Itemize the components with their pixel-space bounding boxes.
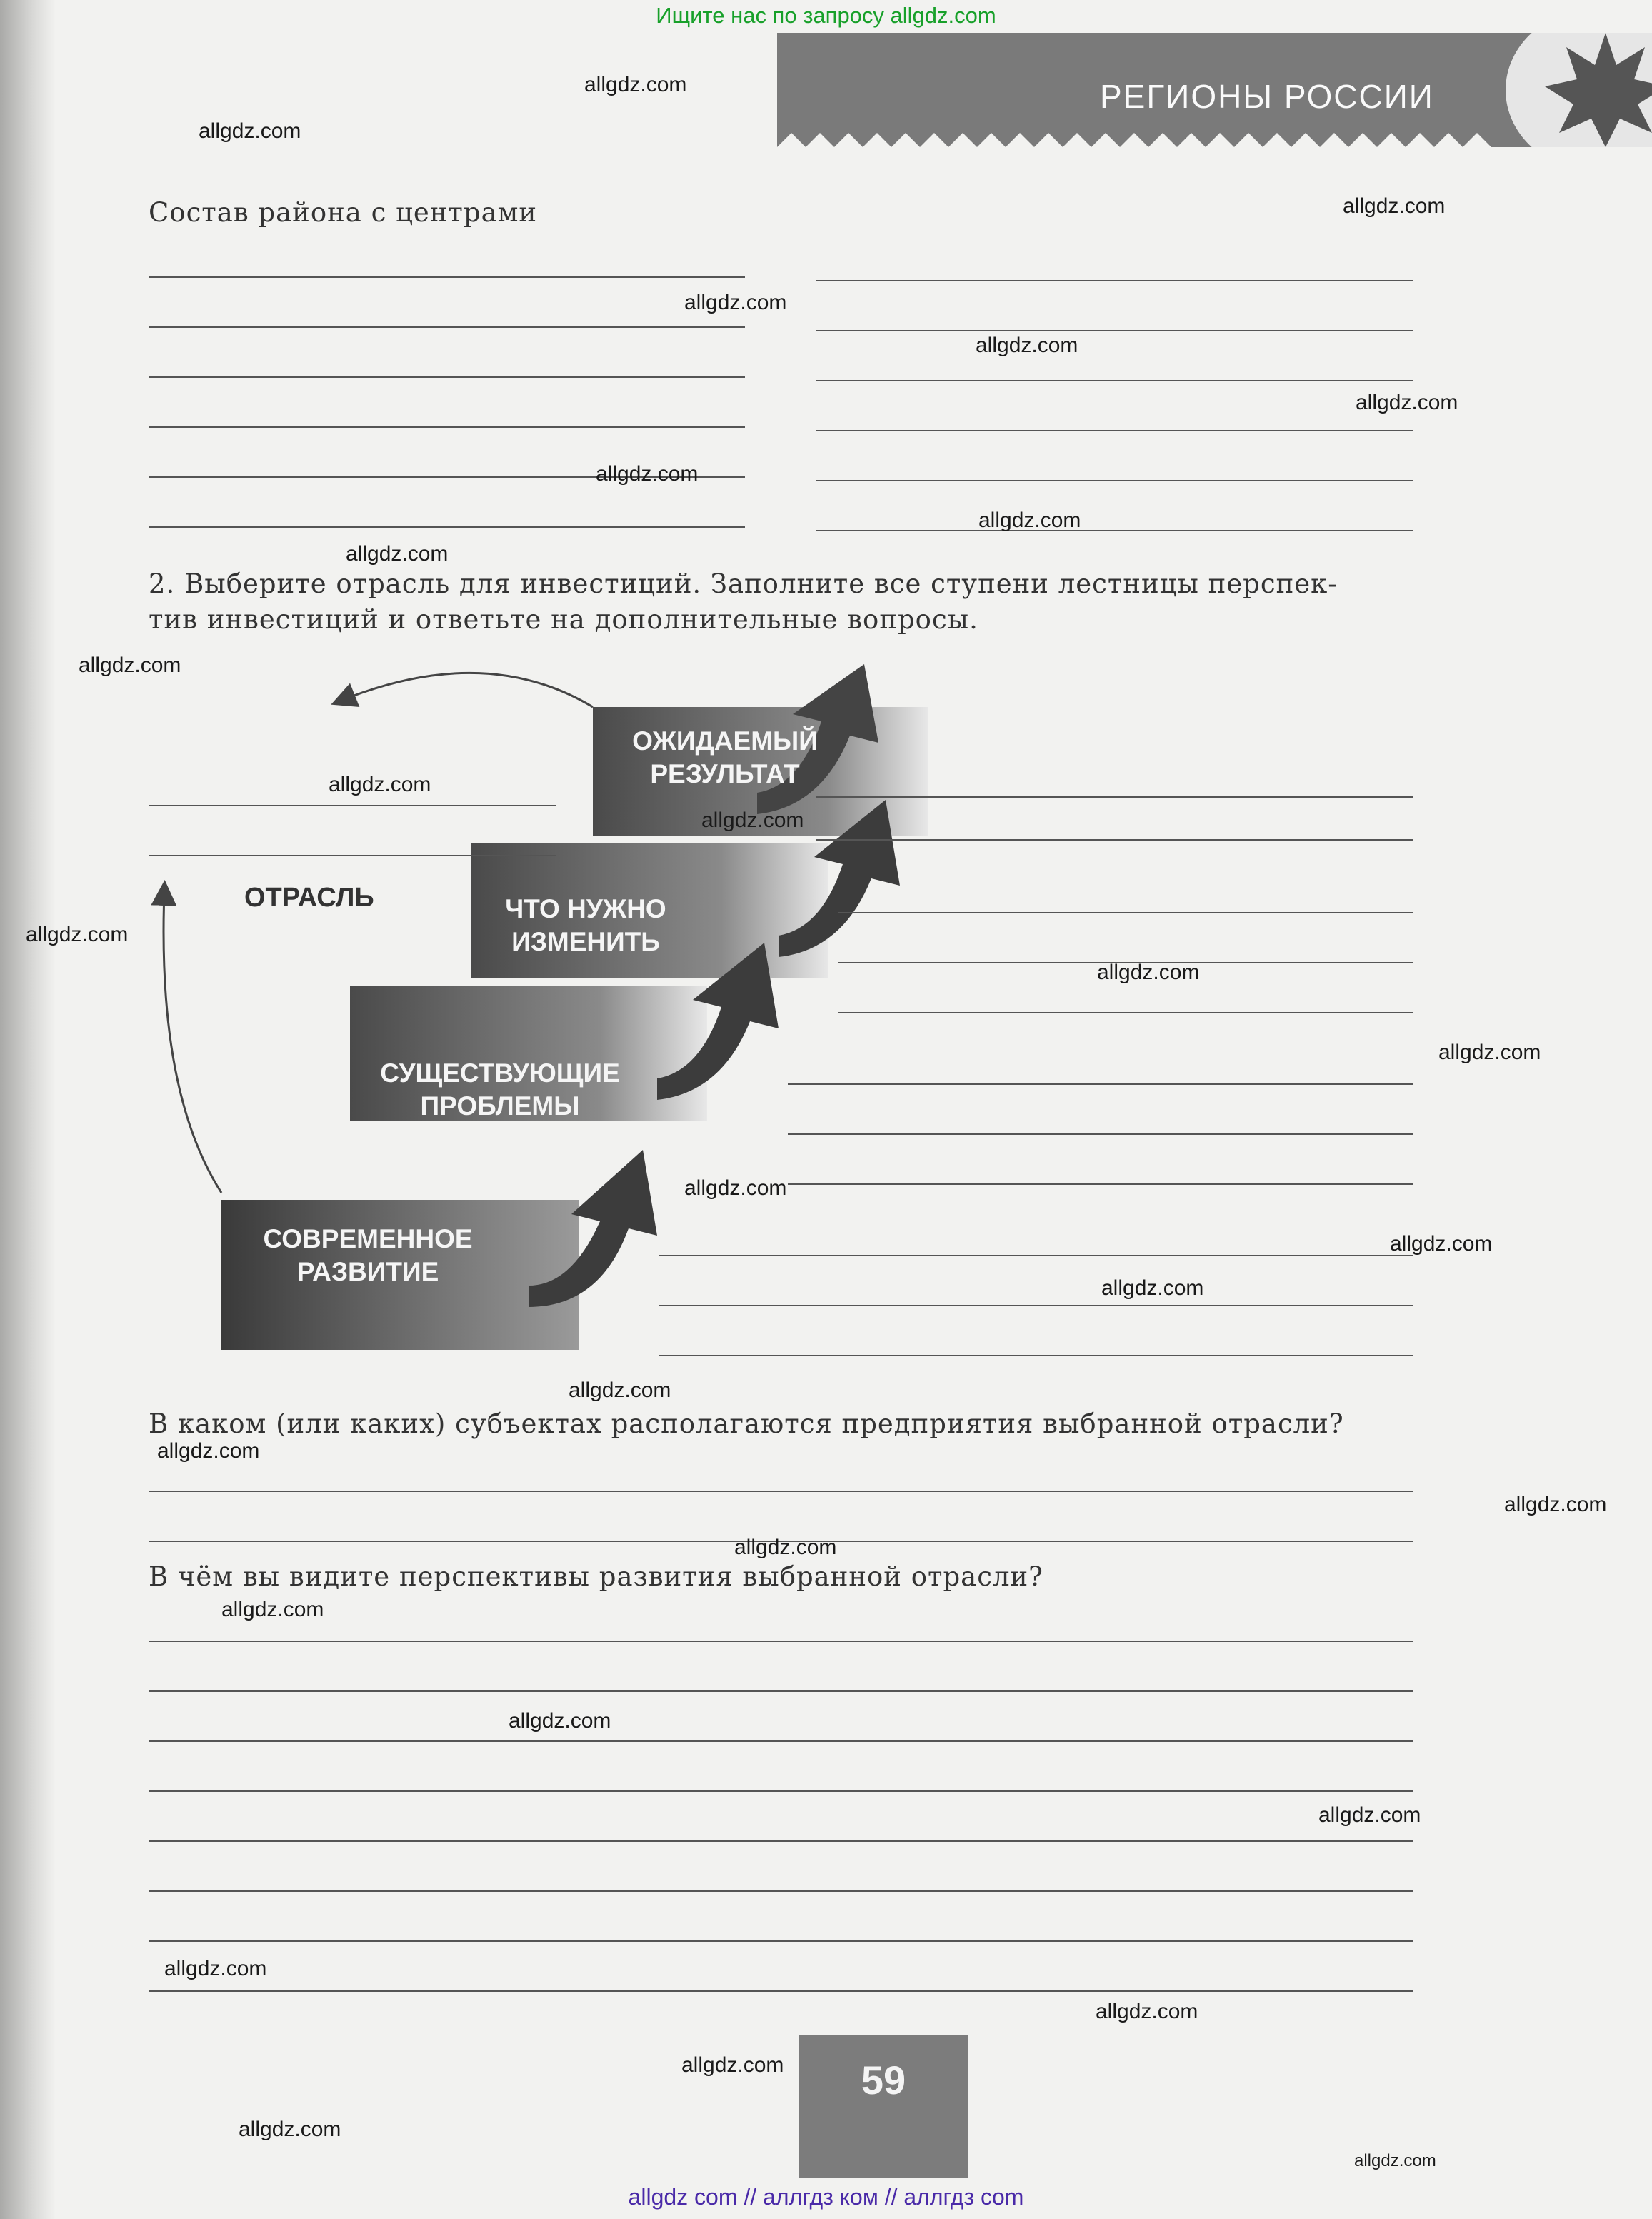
watermark: allgdz.com [221, 1598, 324, 1621]
watermark: allgdz.com [976, 334, 1078, 357]
answer-line[interactable] [816, 280, 1413, 281]
watermark: allgdz.com [584, 73, 687, 96]
answer-line[interactable] [816, 480, 1413, 481]
watermark: allgdz.com [346, 542, 449, 566]
answer-line[interactable] [659, 1355, 1413, 1356]
answer-line[interactable] [149, 1641, 1413, 1642]
answer-line[interactable] [149, 376, 745, 378]
watermark: allgdz.com [1343, 194, 1446, 218]
answer-line[interactable] [149, 276, 745, 278]
answer-line[interactable] [659, 1305, 1413, 1306]
watermark: allgdz.com [1096, 2000, 1198, 2023]
page-number: 59 [861, 2058, 906, 2103]
answer-line[interactable] [816, 796, 1413, 798]
answer-line[interactable] [816, 530, 1413, 531]
answer-line[interactable] [816, 839, 1413, 841]
watermark: allgdz.com [26, 923, 129, 946]
step-label-what-to-change: ЧТО НУЖНО ИЗМЕНИТЬ [505, 894, 666, 956]
answer-line[interactable] [149, 526, 745, 528]
answer-line[interactable] [788, 1183, 1413, 1185]
watermark: allgdz.com [239, 2118, 341, 2141]
watermark: allgdz.com [684, 291, 787, 314]
answer-line[interactable] [149, 326, 745, 328]
watermark: allgdz.com [1097, 961, 1200, 984]
watermark: allgdz.com [329, 773, 431, 796]
watermark: allgdz.com [1354, 2151, 1436, 2170]
answer-line[interactable] [149, 1890, 1413, 1892]
watermark: allgdz.com [681, 2053, 784, 2077]
answer-line[interactable] [838, 1012, 1413, 1013]
answer-line[interactable] [816, 430, 1413, 431]
header-title: РЕГИОНЫ РОССИИ [1100, 78, 1434, 115]
section-composition-label: Состав района с центрами [149, 197, 538, 228]
watermark: allgdz.com [1390, 1232, 1493, 1256]
branch-label: ОТРАСЛЬ [244, 883, 374, 913]
answer-line[interactable] [149, 1790, 1413, 1792]
task2-line1: 2. Выберите отрасль для инвестиций. Заполните все ступени лестницы перспек- [149, 568, 1338, 599]
watermark: allgdz.com [509, 1709, 611, 1733]
watermark: allgdz.com [1318, 1803, 1421, 1827]
answer-line[interactable] [149, 855, 556, 856]
answer-line[interactable] [149, 805, 556, 806]
answer-line[interactable] [816, 330, 1413, 331]
answer-line[interactable] [838, 912, 1413, 913]
watermark: allgdz.com [1101, 1276, 1204, 1300]
answer-line[interactable] [149, 1491, 1413, 1492]
watermark: allgdz.com [734, 1536, 837, 1559]
task2-line2: тив инвестиций и ответьте на дополнительные вопросы. [149, 604, 978, 635]
watermark: allgdz.com [569, 1378, 671, 1402]
watermark: allgdz.com [978, 509, 1081, 532]
watermark: allgdz.com [1356, 391, 1458, 414]
step-label-current-development: СОВРЕМЕННОЕ РАЗВИТИЕ [263, 1224, 473, 1286]
return-arrow [164, 893, 221, 1193]
answer-line[interactable] [149, 426, 745, 428]
answer-line[interactable] [788, 1083, 1413, 1085]
watermark: allgdz.com [701, 808, 804, 832]
footer-links[interactable]: allgdz com // аллгдз ком // аллгдз com [628, 2184, 1024, 2210]
answer-line[interactable] [149, 1990, 1413, 1992]
watermark: allgdz.com [199, 119, 301, 143]
question-prospects: В чём вы видите перспективы развития выбранной отрасли? [149, 1561, 1043, 1592]
answer-line[interactable] [788, 1133, 1413, 1135]
watermark: allgdz.com [164, 1957, 267, 1980]
return-arrow [343, 673, 593, 707]
watermark: allgdz.com [157, 1439, 260, 1463]
answer-line[interactable] [149, 1690, 1413, 1692]
watermark: allgdz.com [1438, 1041, 1541, 1064]
step-label-expected-result: ОЖИДАЕМЫЙ РЕЗУЛЬТАТ [632, 726, 818, 788]
watermark: allgdz.com [684, 1176, 787, 1200]
top-banner[interactable]: Ищите нас по запросу allgdz.com [656, 3, 996, 28]
answer-line[interactable] [149, 1940, 1413, 1942]
watermark: allgdz.com [596, 462, 699, 486]
answer-line[interactable] [149, 1740, 1413, 1742]
question-subjects: В каком (или каких) субъектах располагаются предприятия выбранной отрасли? [149, 1408, 1344, 1439]
page-gutter-shadow [0, 0, 56, 2219]
watermark: allgdz.com [79, 653, 181, 677]
answer-line[interactable] [816, 380, 1413, 381]
step-label-existing-problems: СУЩЕСТВУЮЩИЕ ПРОБЛЕМЫ [380, 1058, 620, 1121]
watermark: allgdz.com [1504, 1493, 1607, 1516]
answer-line[interactable] [659, 1255, 1413, 1256]
answer-line[interactable] [149, 1840, 1413, 1842]
